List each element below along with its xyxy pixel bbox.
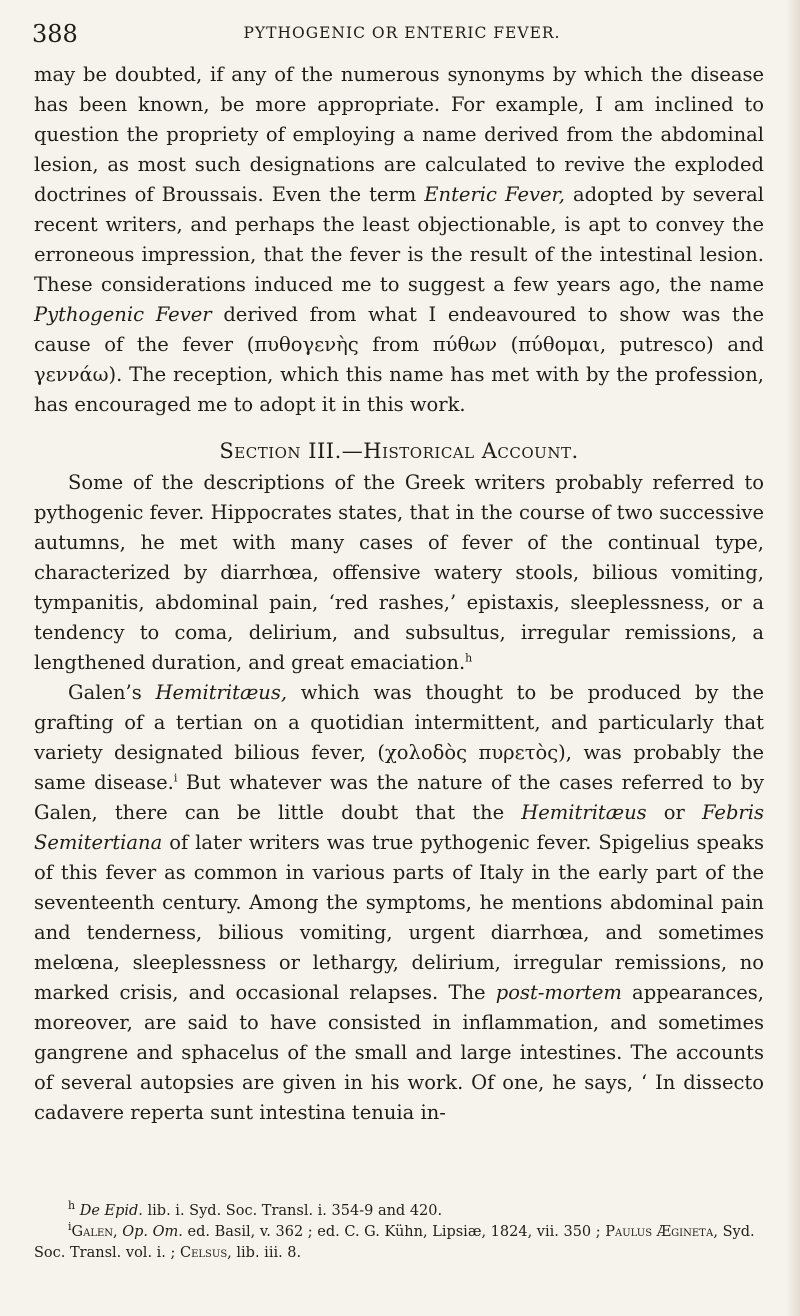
paragraph-1: may be doubted, if any of the numerous synonyms by which the disease has been known, be more appropriate. For example, I am inclined to question the propriety of employing a name derived from the abdominal lesion, as most such designations are calculated to revive the exploded doctrines of Broussais. Even the term Enteric Fever, adopted by several recent writers, and perhaps the least objectionable, is apt to convey the erroneous impression, that the fever is the result of the intestinal lesion. These considerations induced me to suggest a few years ago, the name Pythogenic Fever derived from what I endeavoured to show was the cause of the fever (πυθογενὴς from πύθων (πύθομαι, putresco) and γεννάω). The reception, which this name has met with by the profession, has encouraged me to adopt it in this work.: [34, 63, 764, 416]
page-header: [32, 20, 772, 48]
footnote-ref-i[interactable]: i: [173, 771, 178, 785]
paragraph-3: Galen’s Hemitritæus, which was thought to be produced by the grafting of a tertian on a quotidian intermittent, and particularly that variety designated bilious fever, (χολοδὸς πυρετὸς), was probably the same disease.$^i$ But whatever was the nature of the cases referred to by Galen, there can be little doubt that the Hemitritæus or Febris Semitertiana of later writers was true pythogenic fever. Spigelius speaks of this fever as common in various parts of Italy in the early part of the seventeenth century. Among the symptoms, he mentions abdominal pain and tenderness, bilious vomiting, urgent diarrhœa, and sometimes melœna, sleeplessness or lethargy, delirium, irregular remissions, no marked crisis, and occasional relapses. The post-mortem appearances, moreover, are said to have consisted in inflammation, and sometimes gangrene and sphacelus of the small and large intestines. The accounts of several autopsies are given in his work. Of one, he says, ‘ In dissecto cadavere reperta sunt intestina tenuia in-: [34, 681, 765, 1124]
page-number: 388: [32, 20, 78, 48]
body-text: [34, 60, 764, 1128]
page-edge-shadow: [786, 0, 800, 1316]
running-head: PYTHOGENIC OR ENTERIC FEVER.: [243, 24, 561, 42]
footnote-ref-h[interactable]: h: [465, 651, 473, 665]
footnote-h: $^h$ De Epid. lib. i. Syd. Soc. Transl. i. 354-9 and 420.: [68, 1199, 443, 1219]
footnotes: [34, 1201, 764, 1264]
section-heading: Section III.—Historical Account.: [219, 439, 579, 463]
footnote-i: $^i$Galen, Op. Om. ed. Basil, v. 362 ; ed. C. G. Kühn, Lipsiæ, 1824, vii. 350 ; Paulus Æginetа, Syd. Soc. Transl. vol. i. ; Celsus, lib. iii. 8.: [34, 1220, 755, 1261]
emphasis-pythogenic-fever: Pythogenic Fever: [34, 303, 212, 326]
paragraph-2: Some of the descriptions of the Greek writers probably referred to pythogenic fever. Hippocrates states, that in the course of two successive autumns, he met with many cases of fever of the continual type, characterized by diarrhœa, offensive watery stools, bilious vomiting, tympanitis, abdominal pain, ‘red rashes,’ epistaxis, sleeplessness, or a tendency to coma, delirium, and subsultus, irregular remissions, a lengthened duration, and great emaciation.$^h$: [34, 471, 764, 674]
emphasis-enteric-fever: Enteric Fever,: [424, 183, 565, 206]
